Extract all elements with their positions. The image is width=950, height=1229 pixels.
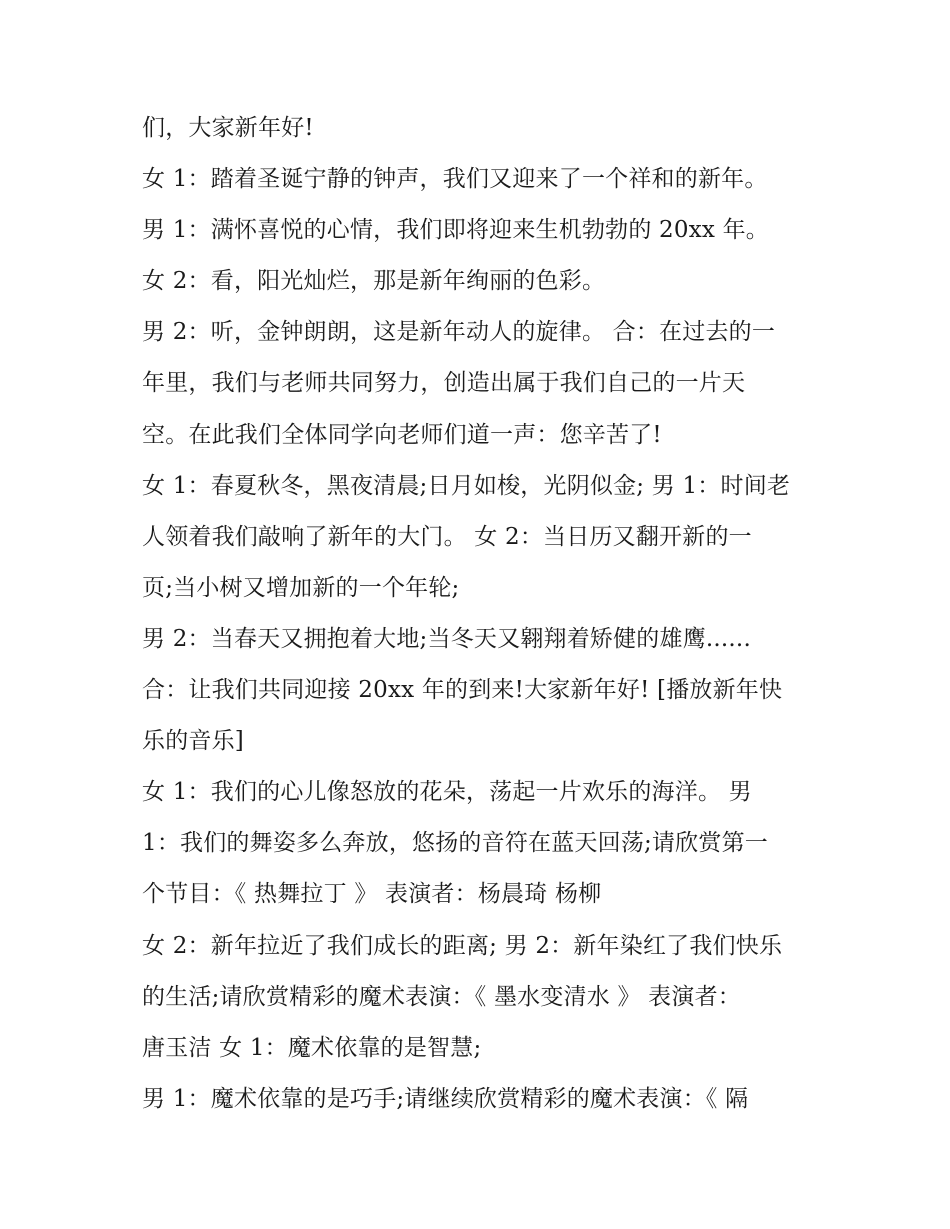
text-line: 唐玉洁 女 1：魔术依靠的是智慧; bbox=[142, 1034, 482, 1061]
text-line: 女 2：新年拉近了我们成长的距离; 男 2：新年染红了我们快乐 bbox=[142, 932, 783, 959]
text-line: 男 2：听，金钟朗朗，这是新年动人的旋律。 合：在过去的一 bbox=[142, 319, 776, 346]
text-line: 的生活;请欣赏精彩的魔术表演：《 墨水变清水 》 表演者： bbox=[142, 983, 741, 1010]
text-line: 年里，我们与老师共同努力，创造出属于我们自己的一片天 bbox=[142, 370, 746, 397]
document-body bbox=[142, 103, 812, 1125]
text-line: 1：我们的舞姿多么奔放，悠扬的音符在蓝天回荡;请欣赏第一 bbox=[142, 830, 768, 857]
text-line: 女 1：春夏秋冬，黑夜清晨;日月如梭，光阴似金; 男 1：时间老 bbox=[142, 472, 791, 499]
text-line: 男 1：魔术依靠的是巧手;请继续欣赏精彩的魔术表演：《 隔 bbox=[142, 1085, 749, 1112]
text-line: 男 1：满怀喜悦的心情，我们即将迎来生机勃勃的 20xx 年。 bbox=[142, 217, 769, 244]
text-line: 女 2：看，阳光灿烂，那是新年绚丽的色彩。 bbox=[142, 268, 606, 295]
text-line: 男 2：当春天又拥抱着大地;当冬天又翱翔着矫健的雄鹰...... bbox=[142, 625, 751, 652]
text-line: 人领着我们敲响了新年的大门。 女 2：当日历又翻开新的一 bbox=[142, 523, 752, 550]
text-line: 空。在此我们全体同学向老师们道一声：您辛苦了! bbox=[142, 421, 662, 448]
text-line: 页;当小树又增加新的一个年轮; bbox=[142, 574, 460, 601]
text-line: 女 1：踏着圣诞宁静的钟声，我们又迎来了一个祥和的新年。 bbox=[142, 166, 768, 193]
text-line: 们，大家新年好! bbox=[142, 115, 314, 141]
text-line: 乐的音乐] bbox=[142, 728, 244, 755]
text-line: 合：让我们共同迎接 20xx 年的到来!大家新年好! [播放新年快 bbox=[142, 677, 783, 704]
text-line: 个节目：《 热舞拉丁 》 表演者：杨晨琦 杨柳 bbox=[142, 881, 602, 908]
text-line: 女 1：我们的心儿像怒放的花朵，荡起一片欢乐的海洋。 男 bbox=[142, 779, 752, 806]
